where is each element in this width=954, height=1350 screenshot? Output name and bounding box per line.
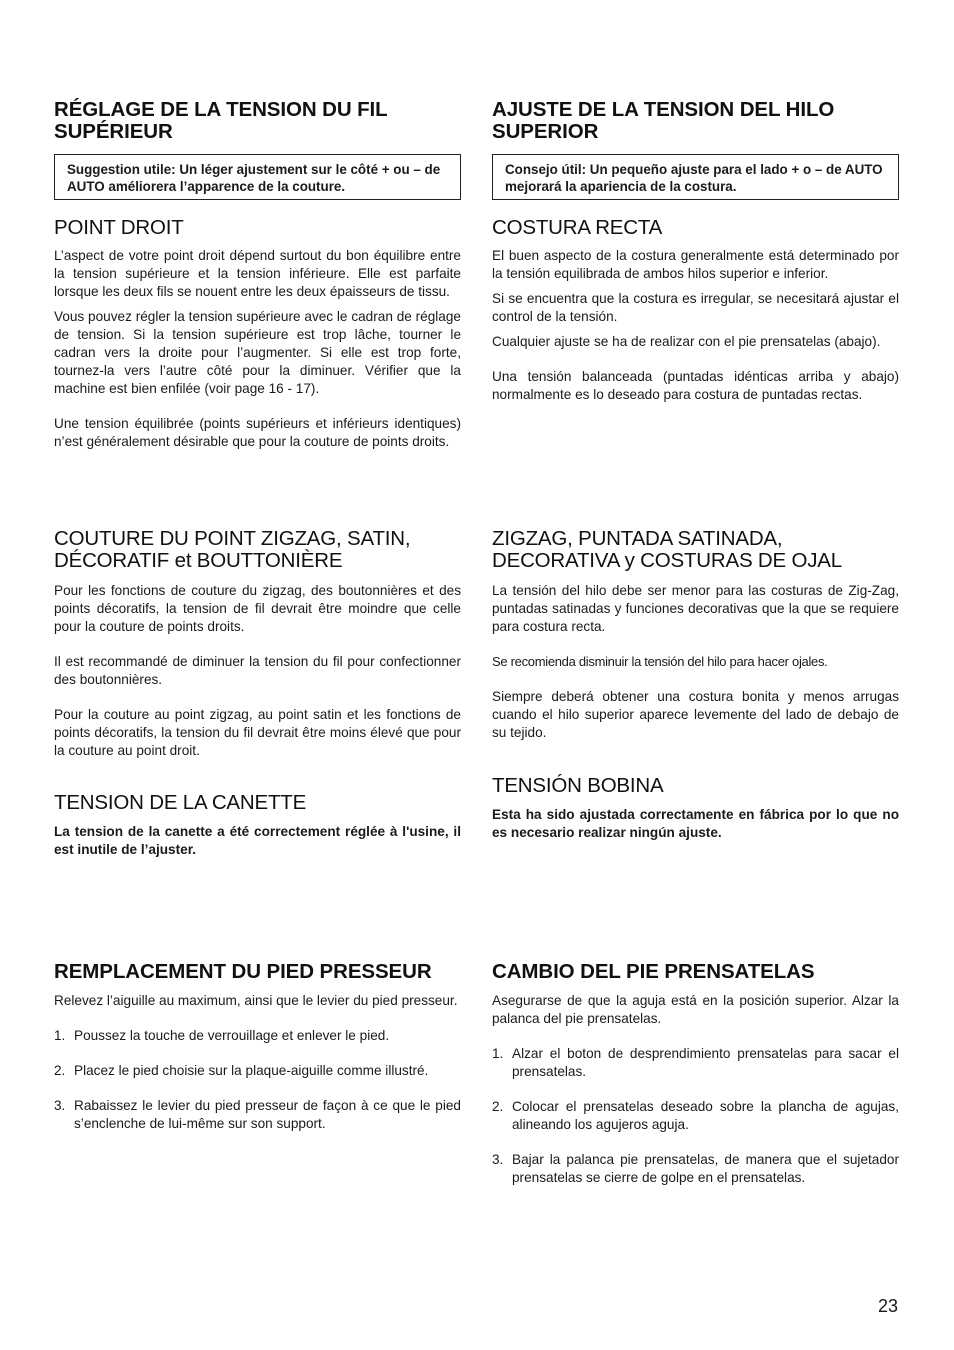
es-straight-paragraph-4: Una tensión balanceada (puntadas idénticas arriba y abajo) normalmente es lo deseado para costura de puntadas rectas. xyxy=(492,369,899,402)
fr-zigzag-section xyxy=(54,528,461,760)
es-zigzag-paragraph-2: Se recomienda disminuir la tensión del hilo para hacer ojales. xyxy=(492,654,828,669)
es-zigzag-paragraph-1: La tensión del hilo debe ser menor para las costuras de Zig-Zag, puntadas satinadas y funciones decorativas que la que se requiere para costura recta. xyxy=(492,583,899,634)
fr-straight-paragraph-1: L’aspect de votre point droit dépend surtout du bon équilibre entre la tension supérieure et la tension inférieure. Elle est parfaite lorsque les deux fils se nouent entre les deux épaisseurs de tissu. xyxy=(54,248,461,299)
es-zigzag-paragraph-3: Siempre deberá obtener una costura bonita y menos arrugas cuando el hilo superior aparece levemente del lado de debajo de su tejido. xyxy=(492,689,899,740)
es-bobbin-heading: TENSIÓN BOBINA xyxy=(492,774,664,797)
page-number: 23 xyxy=(878,1296,899,1316)
fr-zigzag-heading: COUTURE DU POINT ZIGZAG, SATIN, DÉCORATIF et BOUTTONIÈRE xyxy=(54,527,411,572)
fr-step-2: 2. Placez le pied choisie sur la plaque-aiguille comme illustré. xyxy=(54,1063,429,1078)
fr-straight-heading: POINT DROIT xyxy=(54,216,184,239)
es-bobbin-paragraph: Esta ha sido ajustada correctamente en fábrica por lo que no es necesario realizar ningún ajuste. xyxy=(492,807,899,840)
fr-foot-heading: REMPLACEMENT DU PIED PRESSEUR xyxy=(54,960,432,983)
fr-tip-box: Suggestion utile: Un léger ajustement sur le côté + ou – de AUTO améliorera l’apparence de la couture. xyxy=(54,154,461,200)
es-tension-section xyxy=(492,99,899,200)
fr-straight-paragraph-3: Une tension équilibrée (points supérieurs et inférieurs identiques) n’est généralement désirable que pour la couture de points droits. xyxy=(54,416,461,449)
es-step-2: 2. Colocar el prensatelas deseado sobre la plancha de agujas, alineando los agujeros aguja. xyxy=(492,1099,899,1132)
es-zigzag-section xyxy=(492,528,899,742)
es-bobbin-section xyxy=(492,775,899,842)
es-straight-paragraph-1: El buen aspecto de la costura generalmente está determinado por la tensión equilibrada de ambos hilos superior e inferior. xyxy=(492,248,899,281)
fr-zigzag-paragraph-1: Pour les fonctions de couture du zigzag, des boutonnières et des points décoratifs, la tension de fil devrait être moindre que celle pour la couture de points droits. xyxy=(54,583,461,634)
es-straight-paragraph-2: Si se encuentra que la costura es irregular, se necesitará ajustar el control de la tensión. xyxy=(492,291,899,324)
fr-foot-section xyxy=(54,961,461,1133)
fr-bobbin-section xyxy=(54,792,461,859)
es-tip-box: Consejo útil: Un pequeño ajuste para el lado + o – de AUTO mejorará la apariencia de la costura. xyxy=(492,154,899,200)
fr-bobbin-heading: TENSION DE LA CANETTE xyxy=(54,791,307,814)
fr-zigzag-paragraph-2: Il est recommandé de diminuer la tension du fil pour confectionner des boutonnières. xyxy=(54,654,461,687)
es-straight-heading: COSTURA RECTA xyxy=(492,216,663,239)
fr-bobbin-paragraph: La tension de la canette a été correctement réglée à l'usine, il est inutile de l’ajuster. xyxy=(54,824,461,857)
fr-straight-paragraph-2: Vous pouvez régler la tension supérieure avec le cadran de réglage de tension. Si la tension supérieure est trop lâche, tourner le cadran vers la droite pour l’augmenter. Si elle est trop forte, tournez-la vers l’autre côté pour la diminuer. Vérifier que la machine est bien enfilée (voir page 16 - 17). xyxy=(54,309,461,396)
fr-tension-section xyxy=(54,99,461,200)
es-foot-paragraph: Asegurarse de que la aguja está en la posición superior. Alzar la palanca del pie prensatelas. xyxy=(492,993,899,1026)
es-step-1: 1. Alzar el boton de desprendimiento prensatelas para sacar el prensatelas. xyxy=(492,1046,899,1079)
es-tension-heading: AJUSTE DE LA TENSION DEL HILO SUPERIOR xyxy=(492,98,835,143)
fr-tension-heading: RÉGLAGE DE LA TENSION DU FIL SUPÉRIEUR xyxy=(54,98,388,143)
es-straight-section xyxy=(492,217,899,404)
es-foot-heading: CAMBIO DEL PIE PRENSATELAS xyxy=(492,960,815,983)
es-straight-paragraph-3: Cualquier ajuste se ha de realizar con el pie prensatelas (abajo). xyxy=(492,334,881,349)
es-foot-section xyxy=(492,961,899,1187)
fr-zigzag-paragraph-3: Pour la couture au point zigzag, au point satin et les fonctions de points décoratifs, la tension du fil devrait être moins élevé que pour la couture au point droit. xyxy=(54,707,461,758)
es-step-3: 3. Bajar la palanca pie prensatelas, de manera que el sujetador prensatelas se cierre de golpe en el prensatelas. xyxy=(492,1152,899,1185)
fr-straight-section xyxy=(54,217,461,451)
es-zigzag-heading: ZIGZAG, PUNTADA SATINADA, DECORATIVA y COSTURAS DE OJAL xyxy=(492,527,842,572)
fr-foot-paragraph: Relevez l’aiguille au maximum, ainsi que le levier du pied presseur. xyxy=(54,993,458,1008)
fr-step-3: 3. Rabaissez le levier du pied presseur de façon à ce que le pied s’enclenche de lui-même sur son support. xyxy=(54,1098,461,1131)
fr-step-1: 1. Poussez la touche de verrouillage et enlever le pied. xyxy=(54,1028,390,1043)
